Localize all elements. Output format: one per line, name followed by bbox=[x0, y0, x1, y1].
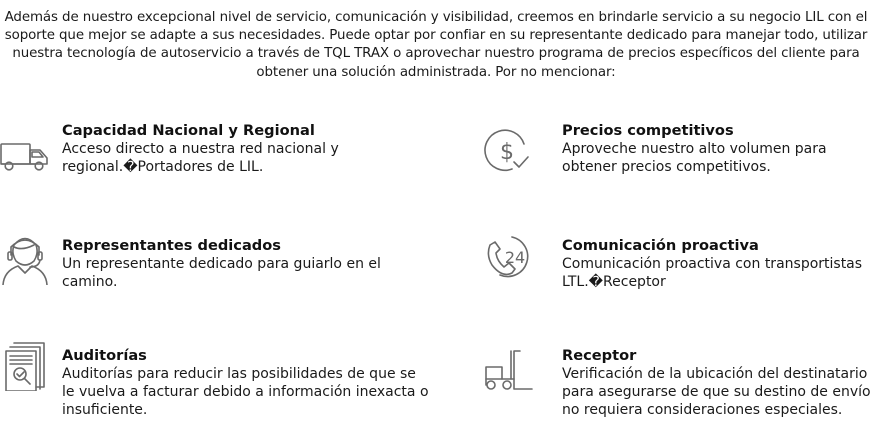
svg-text:24: 24 bbox=[504, 248, 526, 267]
feature-title: Representantes dedicados bbox=[62, 237, 281, 254]
forklift-icon bbox=[482, 345, 534, 397]
feature-description: Comunicación proactiva con transportistas LTL.�Receptor bbox=[562, 256, 863, 290]
feature-description: Acceso directo a nuestra red nacional y regional.�Portadores de LIL. bbox=[62, 141, 339, 175]
feature-description: Auditorías para reducir las posibilidades de que se le vuelva a facturar debido a información inexacta o insuficiente. bbox=[62, 366, 429, 418]
feature-dedicated-reps bbox=[0, 233, 440, 303]
feature-national-capacity bbox=[0, 118, 440, 188]
feature-description: Verificación de la ubicación del destinatario para asegurarse de que su destino de envío no requiera consideraciones especiales. bbox=[562, 366, 871, 418]
feature-description: Un representante dedicado para guiarlo en el camino. bbox=[62, 256, 381, 290]
feature-title: Capacidad Nacional y Regional bbox=[62, 122, 315, 139]
feature-title: Precios competitivos bbox=[562, 122, 734, 139]
intro-paragraph: Además de nuestro excepcional nivel de servicio, comunicación y visibilidad, creemos en brindarle servicio a su negocio LIL con el soporte que mejor se adapte a sus necesidades. Puede optar por confiar en su representante dedicado para manejar todo, utilizar nuestra tecnología de autoservicio a través de TQL TRAX o aprovechar nuestro programa de precios específicos del cliente para obtener una solución administrada. Por no mencionar: bbox=[4, 10, 868, 80]
truck-icon bbox=[0, 130, 52, 182]
feature-title: Receptor bbox=[562, 347, 637, 364]
phone-24-icon bbox=[482, 231, 534, 283]
dollar-check-icon bbox=[482, 124, 534, 176]
feature-description: Aproveche nuestro alto volumen para obtener precios competitivos. bbox=[562, 141, 827, 175]
feature-audits bbox=[0, 343, 440, 423]
feature-title: Comunicación proactiva bbox=[562, 237, 759, 254]
document-search-icon bbox=[0, 339, 52, 391]
svg-text:$: $ bbox=[500, 140, 514, 165]
feature-proactive-communication bbox=[482, 233, 877, 303]
feature-competitive-pricing bbox=[482, 118, 877, 188]
headset-agent-icon bbox=[0, 233, 52, 285]
feature-title: Auditorías bbox=[62, 347, 147, 364]
feature-receiver bbox=[482, 343, 877, 443]
